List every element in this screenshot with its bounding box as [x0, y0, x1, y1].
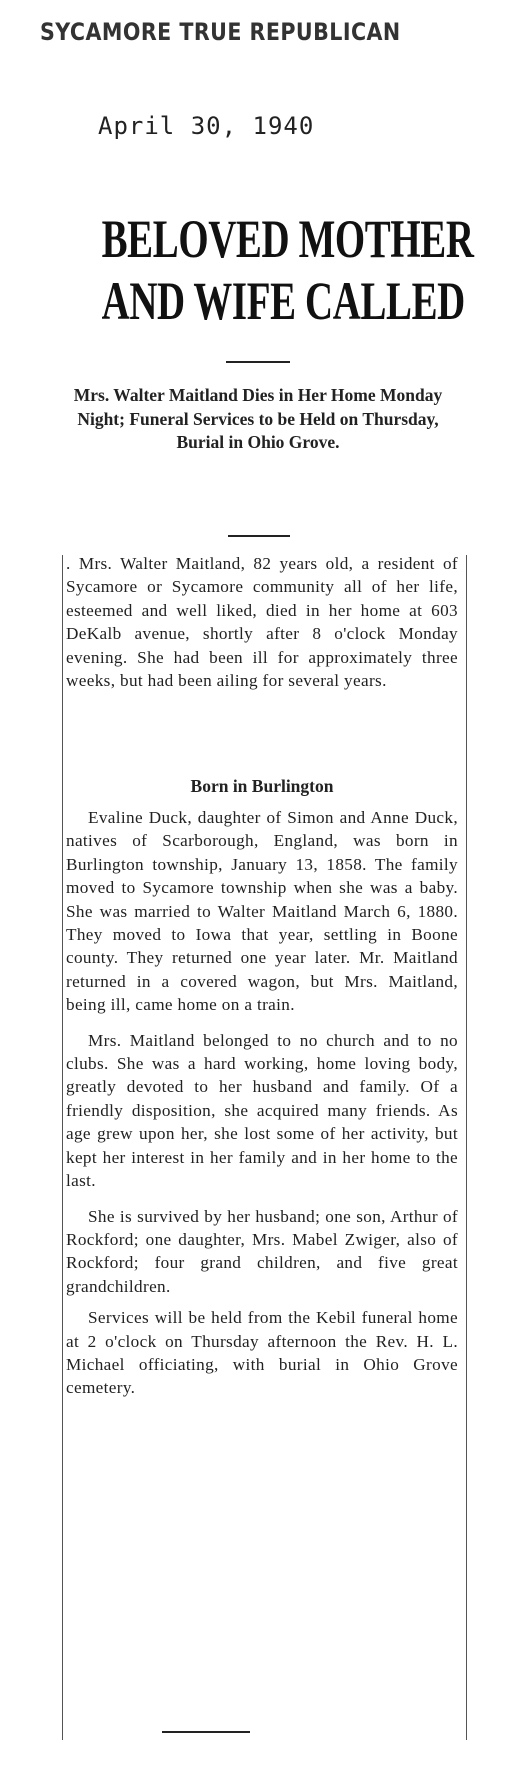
newspaper-masthead: SYCAMORE TRUE REPUBLICAN [40, 18, 401, 46]
paragraph-survivors: She is survived by her husband; one son, Arthur of Rockford; one daughter, Mrs. Mabel Zwiger, also of Rockford; four grand children, and five great grandchildren. [66, 1206, 458, 1296]
article-body-continued [66, 806, 458, 1400]
section-subhead: Born in Burlington [190, 776, 334, 796]
paragraph-intro: . Mrs. Walter Maitland, 82 years old, a resident of Sycamore or Sycamore community all of her life, esteemed and well liked, died in her home at 603 DeKalb avenue, shortly after 8 o'clock Monday evening. She had been ill for approximately three weeks, but had been ailing for several years. [66, 554, 458, 691]
subheadline-deck: Mrs. Walter Maitland Dies in Her Home Monday Night; Funeral Services to be Held on Thursday, Burial in Ohio Grove. [73, 385, 443, 452]
headline-divider [226, 361, 290, 363]
column-rule-right [466, 555, 467, 1740]
article-end-divider [162, 1731, 250, 1733]
paragraph-character: Mrs. Maitland belonged to no church and to no clubs. She was a hard working, home loving body, greatly devoted to her husband and family. Of a friendly disposition, she acquired many friends. As age grew upon her, she lost some of her activity, but kept her interest in her family and in her home to the last. [66, 1030, 458, 1191]
headline [101, 208, 474, 332]
paragraph-services: Services will be held from the Kebil funeral home at 2 o'clock on Thursday afternoon the Rev. H. L. Michael officiating, with burial in Ohio Grove cemetery. [66, 1308, 458, 1398]
publication-date: April 30, 1940 [98, 112, 315, 140]
column-rule-left [62, 555, 63, 1740]
paragraph-biography: Evaline Duck, daughter of Simon and Anne Duck, natives of Scarborough, England, was born in Burlington township, January 13, 1858. The family moved to Sycamore township when she was a baby. She was married to Walter Maitland March 6, 1880. They moved to Iowa that year, settling in Boone county. They returned one year later. Mr. Maitland returned in a covered wagon, but Mrs. Maitland, being ill, came home on a train. [66, 808, 458, 1015]
headline-line-2: AND WIFE CALLED [101, 271, 465, 331]
article-body [66, 552, 458, 692]
headline-line-1: BELOVED MOTHER [101, 209, 474, 269]
deck-divider [228, 535, 290, 537]
